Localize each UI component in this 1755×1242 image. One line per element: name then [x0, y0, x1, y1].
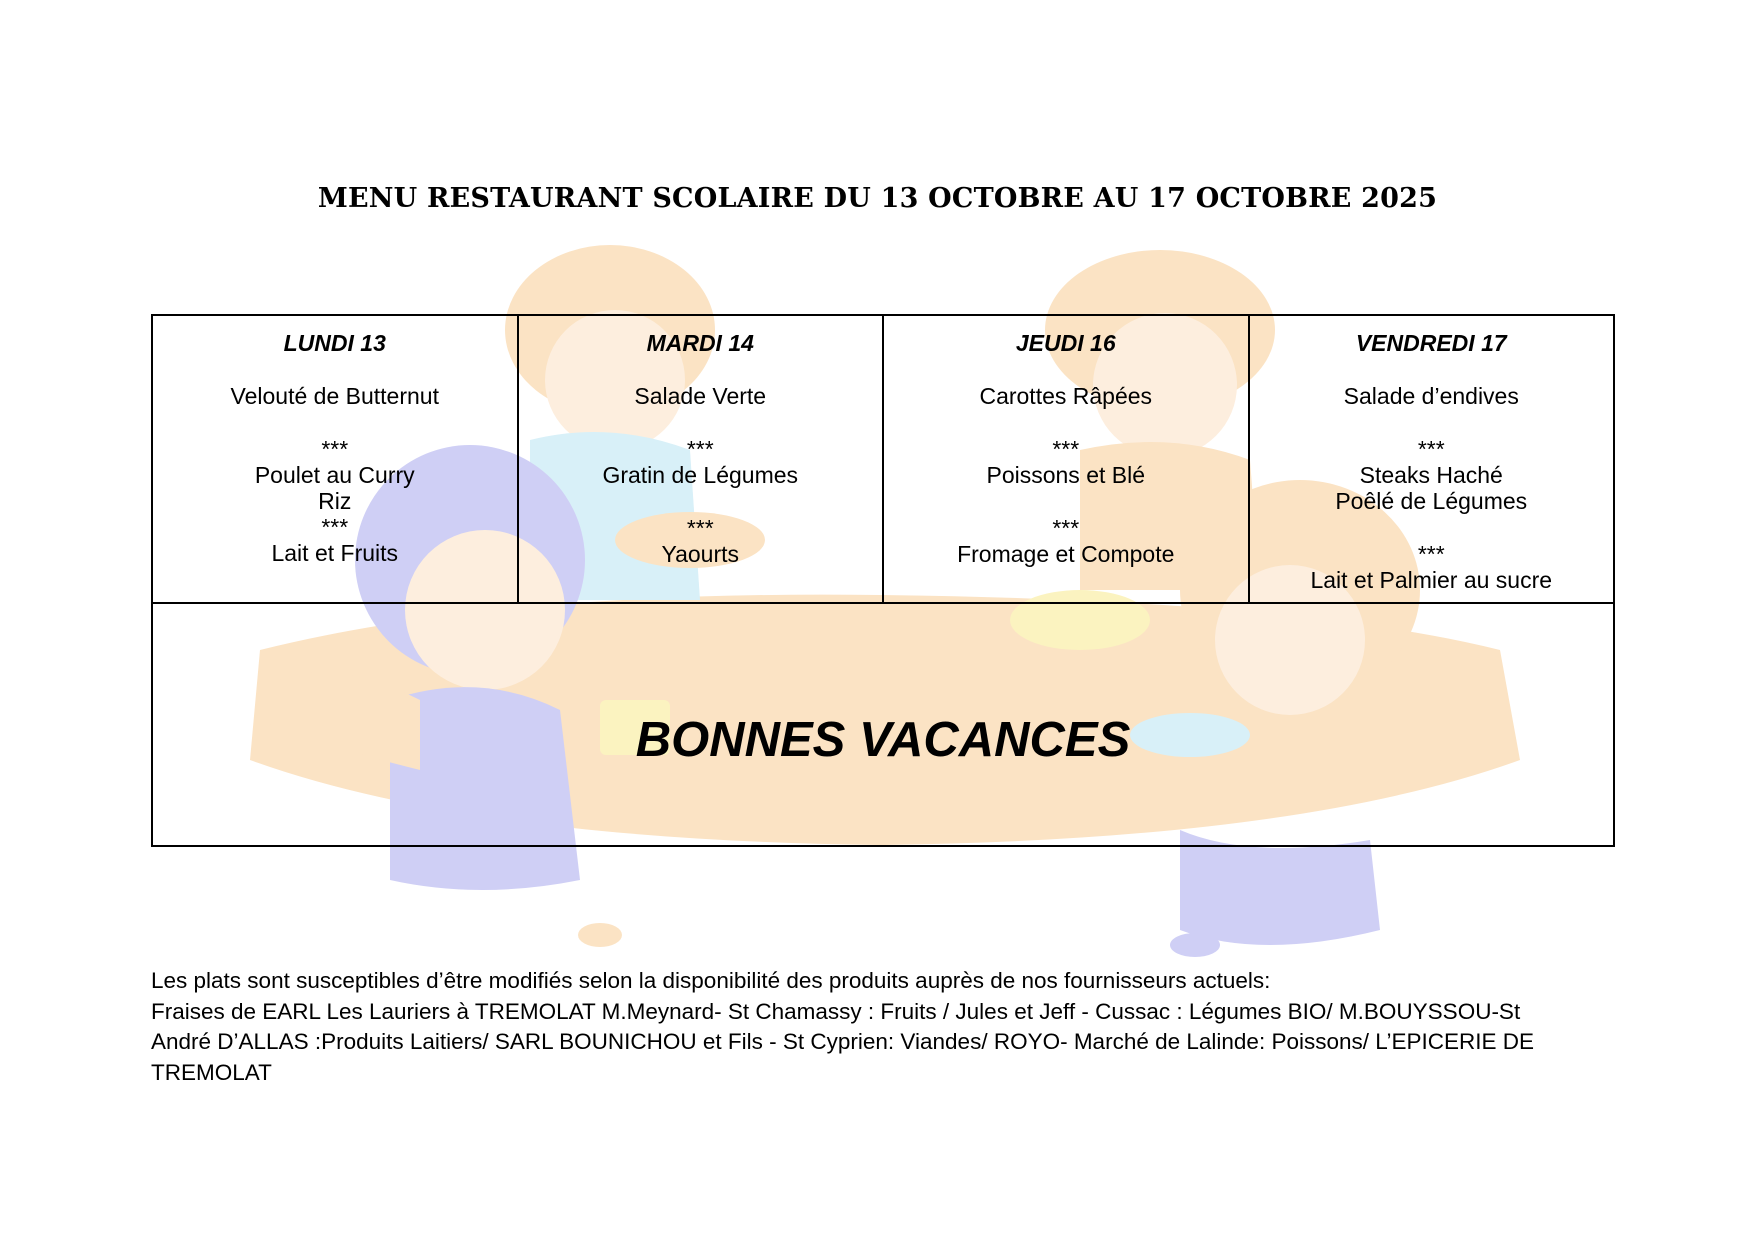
day-cell-vendredi [1249, 315, 1615, 603]
dessert: Fromage et Compote [957, 541, 1175, 567]
day-name: VENDREDI 17 [1355, 330, 1507, 356]
suppliers-note-line: André D’ALLAS :Produits Laitiers/ SARL BOUNICHOU et Fils - St Cyprien: Viandes/ ROYO- Marché de Lalinde: Poissons/ L’EPICERIE DE [151, 1029, 1535, 1054]
starter: Salade d’endives [1343, 383, 1519, 409]
separator: *** [1052, 515, 1080, 541]
starter: Carottes Râpées [979, 383, 1153, 409]
shoe-left [578, 923, 622, 947]
starter: Velouté de Butternut [230, 383, 439, 409]
suppliers-note-line: Fraises de EARL Les Lauriers à TREMOLAT M.Meynard- St Chamassy : Fruits / Jules et Jeff - Cussac : Légumes BIO/ M.BOUYSSOU-St [151, 998, 1521, 1024]
menu-table [151, 314, 1615, 847]
main-dish: Poissons et Blé [986, 462, 1146, 488]
menu-days-row [152, 315, 1614, 603]
vacances-message: BONNES VACANCES [635, 712, 1131, 767]
dessert: Lait et Fruits [271, 540, 399, 566]
day-name: JEUDI 16 [1015, 330, 1116, 356]
dessert: Lait et Palmier au sucre [1310, 567, 1553, 593]
day-cell-mardi [518, 315, 884, 603]
separator: *** [321, 514, 349, 540]
day-name: MARDI 14 [646, 330, 754, 356]
vacances-row [152, 603, 1614, 846]
main-dish: Gratin de Légumes [602, 462, 799, 488]
day-cell-jeudi [883, 315, 1249, 603]
starter: Salade Verte [634, 383, 767, 409]
suppliers-note [151, 966, 1631, 1088]
separator: *** [686, 436, 714, 462]
main-dish: Steaks Haché [1359, 462, 1503, 488]
separator: *** [686, 515, 714, 541]
day-cell-lundi [152, 315, 518, 603]
girl-bottom-right-dress [1180, 830, 1380, 945]
side-dish: Riz [318, 488, 352, 514]
page-title: MENU RESTAURANT SCOLAIRE DU 13 OCTOBRE AU 17 OCTOBRE 2025 [317, 183, 1438, 214]
suppliers-note-line: TREMOLAT [151, 1059, 272, 1085]
side-dish: Poêlé de Légumes [1335, 488, 1528, 514]
day-name: LUNDI 13 [283, 330, 386, 356]
main-dish: Poulet au Curry [254, 462, 415, 488]
separator: *** [1417, 541, 1445, 567]
separator: *** [1417, 436, 1445, 462]
separator: *** [1052, 436, 1080, 462]
dessert: Yaourts [661, 541, 740, 567]
shoe-right [1170, 933, 1220, 957]
separator: *** [321, 436, 349, 462]
vacances-cell [152, 603, 1614, 846]
suppliers-note-line: Les plats sont susceptibles d’être modifiés selon la disponibilité des produits auprès de nos fournisseurs actuels: [151, 968, 1271, 993]
